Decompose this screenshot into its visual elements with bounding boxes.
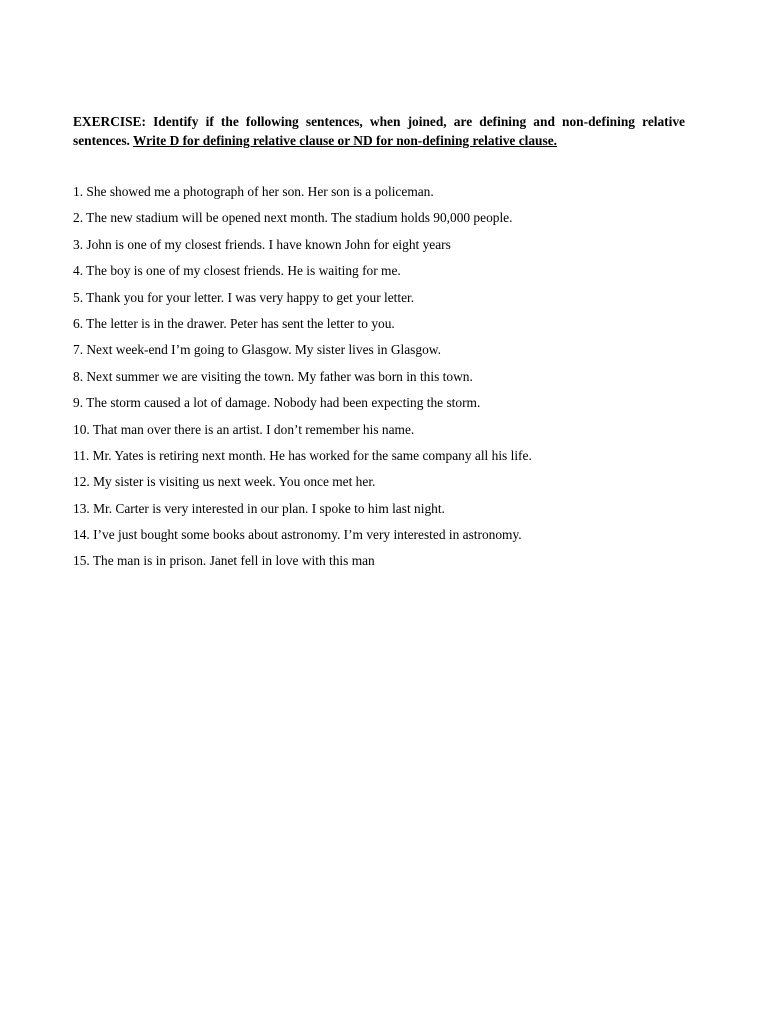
- sentence-item: 14. I’ve just bought some books about astronomy. I’m very interested in astronomy.: [73, 527, 522, 543]
- sentence-list: [73, 184, 685, 580]
- sentence-item: 11. Mr. Yates is retiring next month. He has worked for the same company all his life.: [73, 447, 532, 463]
- document-page: [73, 112, 685, 580]
- exercise-heading-lead: EXERCISE: Identify if the following sentences, when joined, are defining and non-defining relative sentences.: [73, 114, 685, 148]
- sentence-item: 10. That man over there is an artist. I don’t remember his name.: [73, 421, 415, 437]
- sentence-item: 6. The letter is in the drawer. Peter has sent the letter to you.: [73, 315, 395, 331]
- sentence-item: 4. The boy is one of my closest friends. He is waiting for me.: [73, 263, 401, 279]
- sentence-item: 3. John is one of my closest friends. I have known John for eight years: [73, 236, 451, 252]
- sentence-item: 7. Next week-end I’m going to Glasgow. My sister lives in Glasgow.: [73, 342, 441, 358]
- exercise-instructions: [73, 112, 685, 150]
- sentence-item: 2. The new stadium will be opened next month. The stadium holds 90,000 people.: [73, 210, 513, 226]
- sentence-item: 1. She showed me a photograph of her son. Her son is a policeman.: [73, 184, 434, 199]
- sentence-item: 5. Thank you for your letter. I was very happy to get your letter.: [73, 289, 415, 305]
- sentence-item: 12. My sister is visiting us next week. You once met her.: [73, 474, 376, 490]
- sentence-item: 8. Next summer we are visiting the town. My father was born in this town.: [73, 368, 473, 384]
- exercise-heading-underlined: Write D for defining relative clause or ND for non-defining relative clause.: [133, 133, 558, 148]
- sentence-item: 15. The man is in prison. Janet fell in love with this man: [73, 553, 375, 569]
- sentence-item: 9. The storm caused a lot of damage. Nobody had been expecting the storm.: [73, 395, 481, 411]
- sentence-item: 13. Mr. Carter is very interested in our plan. I spoke to him last night.: [73, 500, 445, 516]
